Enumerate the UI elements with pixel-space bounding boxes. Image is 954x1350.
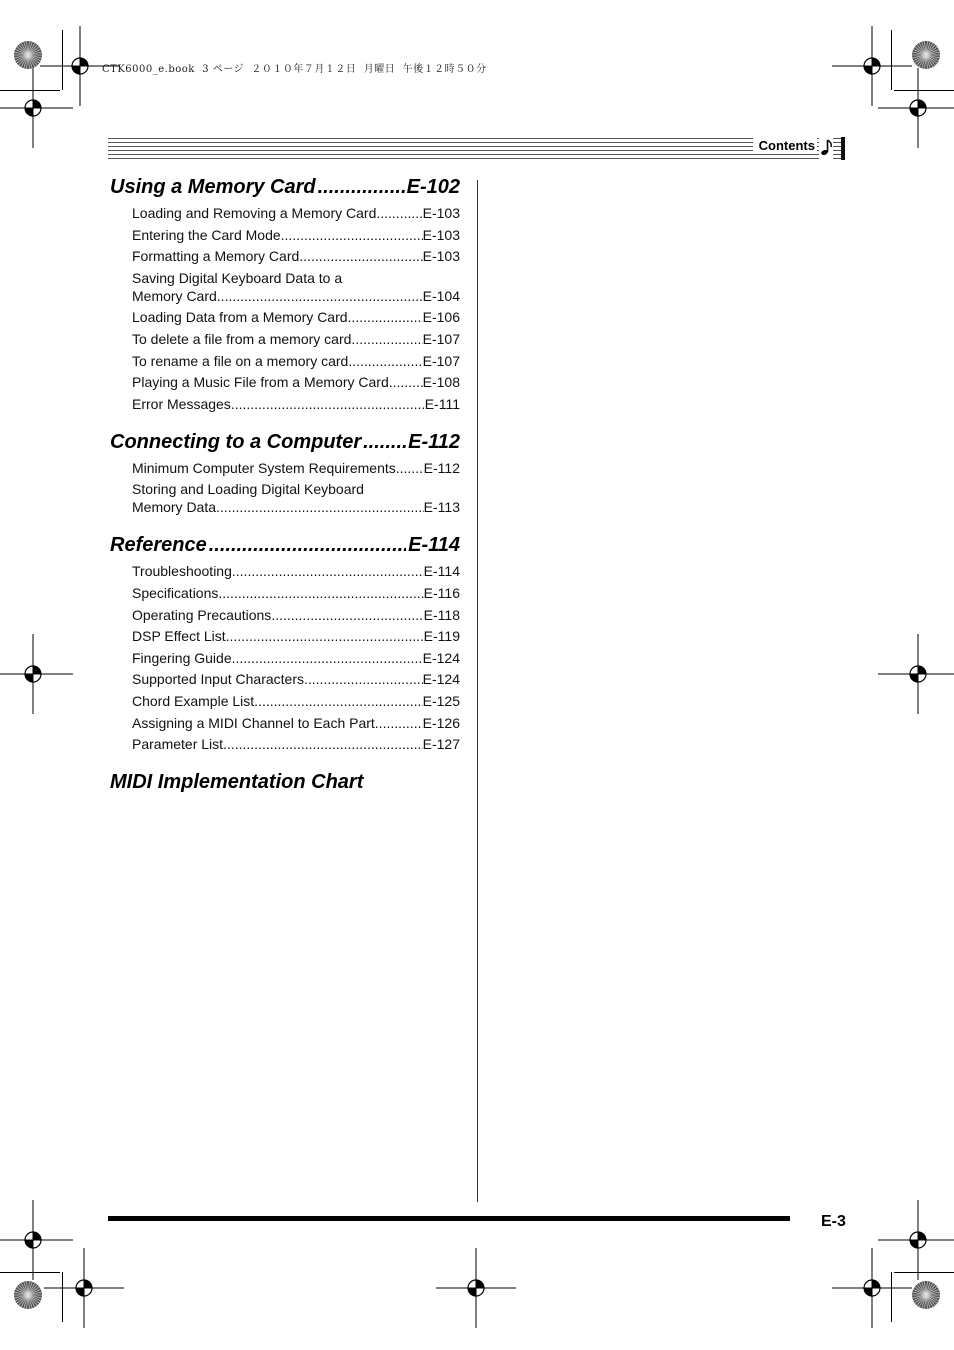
entry-label: Parameter List	[132, 736, 224, 753]
print-info: CTK6000_e.book 3 ページ ２０１０年７月１２日 月曜日 午後１２時５０分	[102, 64, 487, 75]
toc-entry[interactable]	[132, 735, 460, 753]
dot-leader	[299, 247, 422, 265]
crop-line	[0, 1272, 60, 1273]
section-page: E-114	[408, 534, 460, 557]
section-heading[interactable]	[110, 530, 460, 560]
entry-page: E-107	[422, 352, 460, 369]
dot-leader	[218, 584, 423, 602]
entry-label: Troubleshooting	[132, 563, 232, 580]
section-page: E-112	[408, 430, 460, 453]
entry-page: E-107	[422, 330, 460, 347]
toc-entry[interactable]	[132, 204, 460, 222]
dot-leader	[231, 395, 425, 413]
entry-list	[132, 459, 460, 517]
toc-entry[interactable]	[132, 692, 460, 710]
footer-rule	[108, 1216, 790, 1221]
column-divider	[477, 180, 478, 1202]
entry-label: To delete a file from a memory card	[132, 330, 352, 347]
entry-page: E-104	[422, 287, 460, 304]
section-title: Reference	[110, 534, 207, 557]
entry-page: E-127	[422, 736, 460, 753]
dot-leader	[254, 692, 422, 710]
toc-entry[interactable]	[132, 459, 460, 477]
toc-entry[interactable]	[132, 670, 460, 688]
page-number: E-3	[821, 1213, 846, 1230]
dot-leader	[223, 735, 423, 753]
entry-label: Storing and Loading Digital Keyboard	[132, 481, 364, 498]
dot-leader	[232, 562, 424, 580]
crop-line	[62, 1272, 63, 1322]
entry-label: To rename a file on a memory card	[132, 352, 349, 369]
entry-label: Saving Digital Keyboard Data to a	[132, 269, 343, 286]
entry-label: Chord Example List	[132, 692, 255, 709]
entry-page: E-108	[422, 374, 460, 391]
entry-page: E-103	[422, 248, 460, 265]
registration-mark-icon	[436, 1248, 516, 1328]
header-end-bar	[841, 137, 845, 160]
toc-entry[interactable]	[132, 395, 460, 413]
entry-page: E-112	[423, 459, 460, 476]
crop-line	[0, 90, 60, 91]
entry-page: E-118	[423, 606, 460, 623]
entry-page: E-116	[423, 584, 460, 601]
toc-entry[interactable]	[132, 649, 460, 667]
toc-entry[interactable]	[132, 352, 460, 370]
toc-entry[interactable]	[132, 714, 460, 732]
entry-label: Minimum Computer System Requirements	[132, 459, 396, 476]
dot-leader	[318, 172, 405, 202]
registration-mark-icon	[878, 68, 954, 148]
entry-page: E-125	[422, 692, 460, 709]
section-heading[interactable]	[110, 172, 460, 202]
toc-entry[interactable]	[132, 373, 460, 391]
color-bar-target-icon	[12, 39, 44, 71]
entry-list	[132, 562, 460, 753]
entry-page: E-111	[424, 395, 460, 412]
section-title: Connecting to a Computer	[110, 430, 362, 453]
section-heading[interactable]	[110, 427, 460, 457]
section-title: MIDI Implementation Chart	[110, 771, 364, 794]
dot-leader	[304, 670, 423, 688]
toc-section	[110, 427, 460, 517]
entry-label: Memory Card	[132, 287, 217, 304]
entry-page: E-114	[423, 563, 460, 580]
dot-leader	[396, 459, 424, 477]
entry-label: Memory Data	[132, 499, 217, 516]
toc-entry[interactable]	[132, 584, 460, 602]
entry-list	[132, 204, 460, 413]
color-bar-target-icon	[12, 1279, 44, 1311]
section-page: E-102	[406, 176, 460, 198]
entry-label: Assigning a MIDI Channel to Each Part	[132, 714, 375, 731]
toc-entry[interactable]	[132, 308, 460, 326]
dot-leader	[389, 373, 423, 391]
toc-entry[interactable]	[132, 627, 460, 645]
section-heading[interactable]	[110, 767, 460, 797]
entry-page: E-124	[422, 671, 460, 688]
toc-entry[interactable]	[132, 247, 460, 265]
header-title: Contents	[753, 138, 817, 153]
entry-label: Entering the Card Mode	[132, 226, 281, 243]
entry-label: Loading Data from a Memory Card	[132, 309, 348, 326]
registration-mark-icon	[878, 634, 954, 714]
entry-page: E-124	[422, 649, 460, 666]
entry-label: Formatting a Memory Card	[132, 248, 300, 265]
entry-page: E-103	[422, 226, 460, 243]
entry-page: E-113	[423, 499, 460, 516]
dot-leader	[375, 714, 423, 732]
entry-label: Loading and Removing a Memory Card	[132, 205, 377, 221]
crop-line	[891, 30, 892, 90]
dot-leader	[348, 308, 423, 326]
dot-leader	[351, 330, 422, 348]
entry-label: Fingering Guide	[132, 649, 232, 666]
crop-line	[62, 30, 63, 90]
dot-leader	[232, 649, 423, 667]
crop-line	[894, 1272, 954, 1273]
dot-leader	[348, 352, 422, 370]
toc-entry[interactable]	[132, 269, 460, 305]
table-of-contents	[110, 172, 460, 811]
toc-entry[interactable]	[132, 606, 460, 624]
dot-leader	[216, 498, 424, 516]
dot-leader	[363, 427, 406, 457]
toc-section	[110, 530, 460, 753]
entry-page: E-106	[422, 309, 460, 326]
toc-entry[interactable]	[132, 330, 460, 348]
entry-label: DSP Effect List	[132, 628, 226, 645]
dot-leader	[281, 226, 423, 244]
registration-mark-icon	[44, 1248, 124, 1328]
section-title: Using a Memory Card	[110, 176, 316, 198]
entry-label: Supported Input Characters	[132, 671, 304, 688]
registration-mark-icon	[832, 1248, 912, 1328]
crop-line	[894, 90, 954, 91]
dot-leader	[226, 627, 424, 645]
registration-mark-icon	[0, 634, 73, 714]
entry-label: Operating Precautions	[132, 606, 272, 623]
dot-leader	[376, 204, 422, 222]
entry-label: Playing a Music File from a Memory Card	[132, 374, 389, 391]
dot-leader	[217, 287, 423, 305]
dot-leader	[271, 606, 423, 624]
toc-section	[110, 767, 460, 797]
music-note-icon	[819, 137, 833, 159]
toc-section	[110, 172, 460, 413]
toc-entry[interactable]	[132, 480, 460, 516]
entry-label: Error Messages	[132, 395, 231, 412]
crop-line	[891, 1272, 892, 1322]
color-bar-target-icon	[910, 39, 942, 71]
dot-leader	[209, 530, 406, 560]
toc-entry[interactable]	[132, 562, 460, 580]
entry-page: E-119	[423, 628, 460, 645]
entry-page: E-103	[422, 205, 460, 221]
header-band	[108, 137, 845, 160]
entry-label: Specifications	[132, 584, 219, 601]
toc-entry[interactable]	[132, 226, 460, 244]
color-bar-target-icon	[910, 1279, 942, 1311]
entry-page: E-126	[422, 714, 460, 731]
